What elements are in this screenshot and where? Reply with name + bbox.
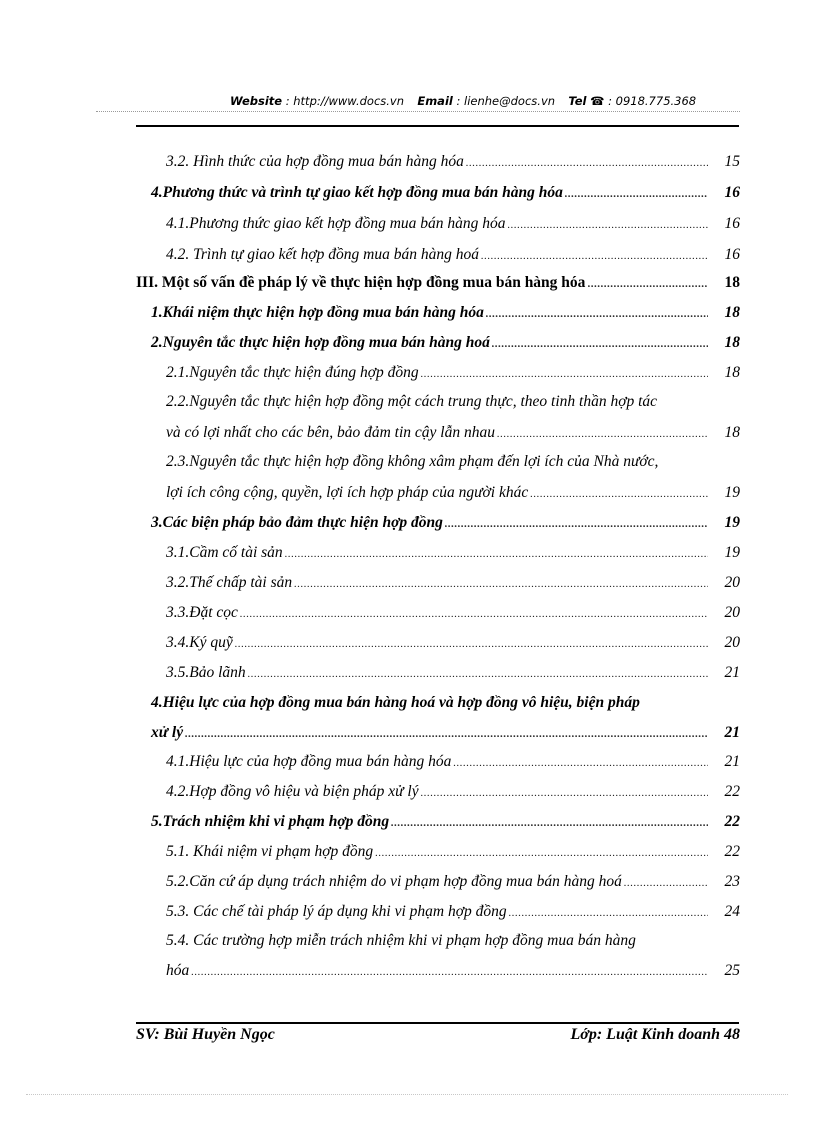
- toc-entry: 4.1.Phương thức giao kết hợp đồng mua bán hàng hóa ..... 16: [166, 210, 740, 238]
- toc-entry: 3.5.Bảo lãnh ..... 21: [166, 659, 740, 687]
- website-value: : http://www.docs.vn: [285, 94, 405, 108]
- toc-entry: 3.1.Cầm cố tài sản ..... 19: [166, 539, 740, 567]
- toc-entry: 4.2.Hợp đồng vô hiệu và biện pháp xử lý ..... 22: [166, 778, 740, 806]
- email-value: : lienhe@docs.vn: [456, 94, 556, 108]
- toc-entry: 2.3.Nguyên tắc thực hiện hợp đồng không xâm phạm đến lợi ích của Nhà nước,: [166, 453, 659, 470]
- toc-entry: 2.Nguyên tắc thực hiện hợp đồng mua bán hàng hoá ..... 18: [151, 329, 740, 357]
- toc-entry: 5.Trách nhiệm khi vi phạm hợp đồng ..... 22: [151, 808, 740, 836]
- toc-entry: hóa ..... 25: [166, 957, 740, 985]
- footer-student: SV: Bùi Huyền Ngọc: [136, 1026, 275, 1043]
- toc-entry: 4.1.Hiệu lực của hợp đồng mua bán hàng hóa ..... 21: [166, 748, 740, 776]
- toc-entry: III. Một số vấn đề pháp lý về thực hiện hợp đồng mua bán hàng hóa ..... 18: [136, 269, 740, 297]
- toc-entry: 3.3.Đặt cọc ..... 20: [166, 599, 740, 627]
- toc-entry: 2.2.Nguyên tắc thực hiện hợp đồng một cách trung thực, theo tinh thần hợp tác: [166, 393, 658, 410]
- toc-entry: xử lý ..... 21: [151, 719, 740, 747]
- toc-entry: 1.Khái niệm thực hiện hợp đồng mua bán hàng hóa ..... 18: [151, 299, 740, 327]
- email-label: Email: [417, 94, 453, 108]
- website-label: Website: [230, 94, 283, 108]
- toc-entry: 4.Phương thức và trình tự giao kết hợp đồng mua bán hàng hóa ..... 16: [151, 179, 740, 207]
- toc-entry: 4.Hiệu lực của hợp đồng mua bán hàng hoá và hợp đồng vô hiệu, biện pháp: [151, 694, 640, 711]
- header-dotted-separator: [96, 111, 740, 112]
- toc-entry: 4.2. Trình tự giao kết hợp đồng mua bán hàng hoá ..... 16: [166, 241, 740, 269]
- toc-entry: 3.Các biện pháp bảo đảm thực hiện hợp đồng ..... 19: [151, 509, 740, 537]
- footer-dotted-separator: [26, 1094, 788, 1095]
- header-rule: [136, 125, 739, 127]
- tel-label: Tel: [568, 94, 587, 108]
- toc-entry: 3.2. Hình thức của hợp đồng mua bán hàng hóa ..... 15: [166, 148, 740, 176]
- toc-entry: 5.1. Khái niệm vi phạm hợp đồng ..... 22: [166, 838, 740, 866]
- toc-entry: 5.3. Các chế tài pháp lý áp dụng khi vi phạm hợp đồng ..... 24: [166, 898, 740, 926]
- toc-entry: 2.1.Nguyên tắc thực hiện đúng hợp đồng ..... 18: [166, 359, 740, 387]
- toc-entry: 3.4.Ký quỹ ..... 20: [166, 629, 740, 657]
- toc-entry: 3.2.Thế chấp tài sản ..... 20: [166, 569, 740, 597]
- toc-entry: lợi ích công cộng, quyền, lợi ích hợp pháp của người khác ..... 19: [166, 479, 740, 507]
- page-header: [230, 94, 696, 108]
- tel-value: : 0918.775.368: [608, 94, 697, 108]
- footer-rule: [136, 1022, 739, 1024]
- toc-entry: 5.2.Căn cứ áp dụng trách nhiệm do vi phạm hợp đồng mua bán hàng hoá ..... 23: [166, 868, 740, 896]
- footer-class: Lớp: Luật Kinh doanh 48: [570, 1026, 740, 1043]
- toc-entry: và có lợi nhất cho các bên, bảo đảm tin cậy lẫn nhau ..... 18: [166, 419, 740, 447]
- toc-entry: 5.4. Các trường hợp miễn trách nhiệm khi vi phạm hợp đồng mua bán hàng: [166, 932, 636, 949]
- phone-icon: ☎: [590, 94, 605, 108]
